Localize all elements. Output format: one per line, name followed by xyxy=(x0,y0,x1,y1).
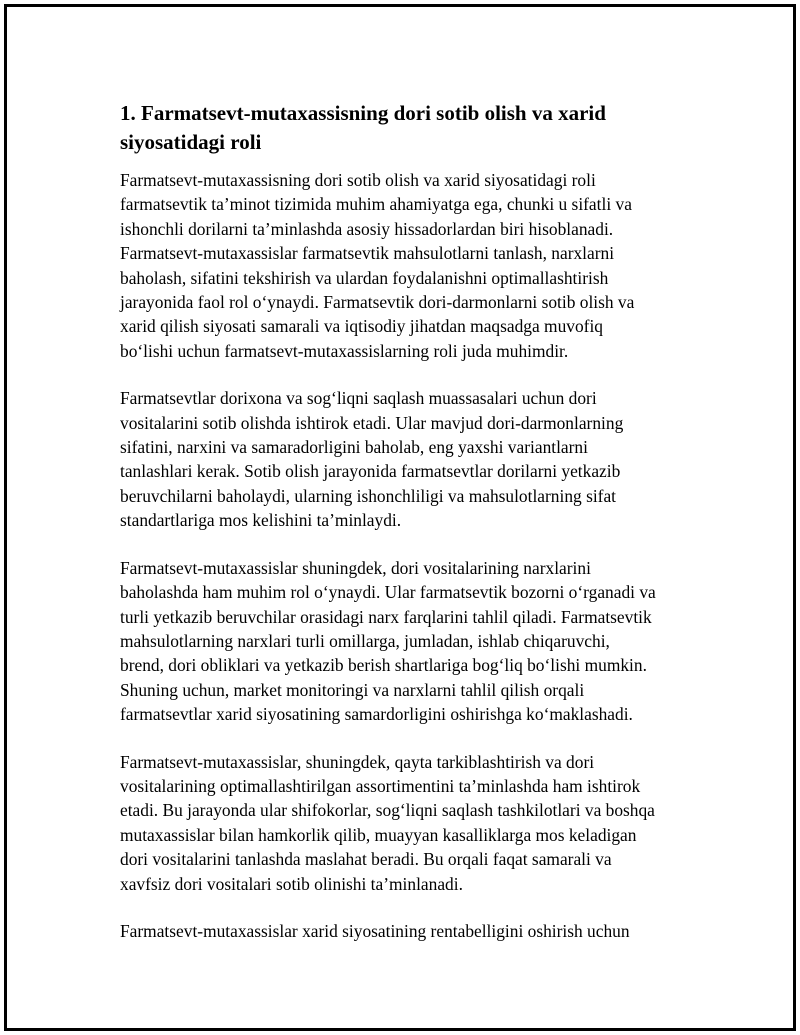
heading-line: 1. Farmatsevt-mutaxassisning dori sotib olish va xarid xyxy=(120,101,606,125)
section-heading xyxy=(120,99,705,157)
paragraph xyxy=(120,168,705,363)
paragraph-line: farmatsevtlar xarid siyosatining samardorligini oshirishga koʻmaklashadi. xyxy=(120,704,633,725)
paragraph-line: Farmatsevt-mutaxassisning dori sotib olish va xarid siyosatidagi roli xyxy=(120,170,596,190)
paragraph-line: Farmatsevtlar dorixona va sogʻliqni saqlash muassasalari uchun dori xyxy=(120,388,597,409)
paragraph-line: farmatsevtik ta’minot tizimida muhim ahamiyatga ega, chunki u sifatli va xyxy=(120,194,632,215)
paragraph-line: brend, dori obliklari va yetkazib berish shartlariga bogʻliq boʻlishi mumkin. xyxy=(120,655,647,676)
paragraph-line: boʻlishi uchun farmatsevt-mutaxassislarning roli juda muhimdir. xyxy=(120,340,569,361)
paragraph xyxy=(120,556,705,727)
paragraph-line: sifatini, narxini va samaradorligini baholab, eng yaxshi variantlarni xyxy=(120,437,588,458)
page-frame xyxy=(4,4,796,1031)
paragraph-line: Shuning uchun, market monitoringi va narxlarni tahlil qilish orqali xyxy=(120,679,585,700)
paragraph xyxy=(120,750,705,896)
paragraph-line: Farmatsevt-mutaxassislar xarid siyosatining rentabelligini oshirish uchun xyxy=(120,920,630,941)
paragraph-line: mahsulotlarning narxlari turli omillarga, jumladan, ishlab chiqaruvchi, xyxy=(120,630,610,651)
paragraph-line: baholashda ham muhim rol oʻynaydi. Ular farmatsevtik bozorni oʻrganadi va xyxy=(120,582,656,603)
heading-line: siyosatidagi roli xyxy=(120,130,262,154)
paragraph-line: Farmatsevt-mutaxassislar shuningdek, dori vositalarining narxlarini xyxy=(120,557,591,578)
paragraph-line: ishonchli dorilarni ta’minlashda asosiy hissadorlardan biri hisoblanadi. xyxy=(120,218,614,239)
paragraph-line: dori vositalarini tanlashda maslahat beradi. Bu orqali faqat samarali va xyxy=(120,849,612,870)
paragraph-line: tanlashlari kerak. Sotib olish jarayonida farmatsevtlar dorilarni yetkazib xyxy=(120,461,621,482)
paragraph-line: xarid qilish siyosati samarali va iqtisodiy jihatdan maqsadga muvofiq xyxy=(120,316,603,337)
paragraph xyxy=(120,919,705,943)
paragraph-line: baholash, sifatini tekshirish va ulardan foydalanishni optimallashtirish xyxy=(120,267,609,288)
document-content xyxy=(120,99,705,966)
paragraph-line: turli yetkazib beruvchilar orasidagi narx farqlarini tahlil qiladi. Farmatsevtik xyxy=(120,606,652,627)
paragraph-line: vositalarini sotib olishda ishtirok etadi. Ular mavjud dori-darmonlarning xyxy=(120,412,624,433)
paragraph-line: jarayonida faol rol oʻynaydi. Farmatsevtik dori-darmonlarni sotib olish va xyxy=(120,292,635,313)
paragraph-line: standartlariga mos kelishini ta’minlaydi. xyxy=(120,510,402,531)
paragraph-line: mutaxassislar bilan hamkorlik qilib, muayyan kasalliklarga mos keladigan xyxy=(120,824,637,845)
paragraph xyxy=(120,386,705,532)
paragraph-line: xavfsiz dori vositalari sotib olinishi ta’minlanadi. xyxy=(120,873,463,894)
paragraph-line: beruvchilarni baholaydi, ularning ishonchliligi va mahsulotlarning sifat xyxy=(120,485,617,506)
paragraph-line: vositalarining optimallashtirilgan assortimentini ta’minlashda ham ishtirok xyxy=(120,775,641,796)
paragraph-line: Farmatsevt-mutaxassislar farmatsevtik mahsulotlarni tanlash, narxlarni xyxy=(120,243,615,264)
paragraph-line: Farmatsevt-mutaxassislar, shuningdek, qayta tarkiblashtirish va dori xyxy=(120,751,595,772)
paragraph-line: etadi. Bu jarayonda ular shifokorlar, sogʻliqni saqlash tashkilotlari va boshqa xyxy=(120,800,655,821)
